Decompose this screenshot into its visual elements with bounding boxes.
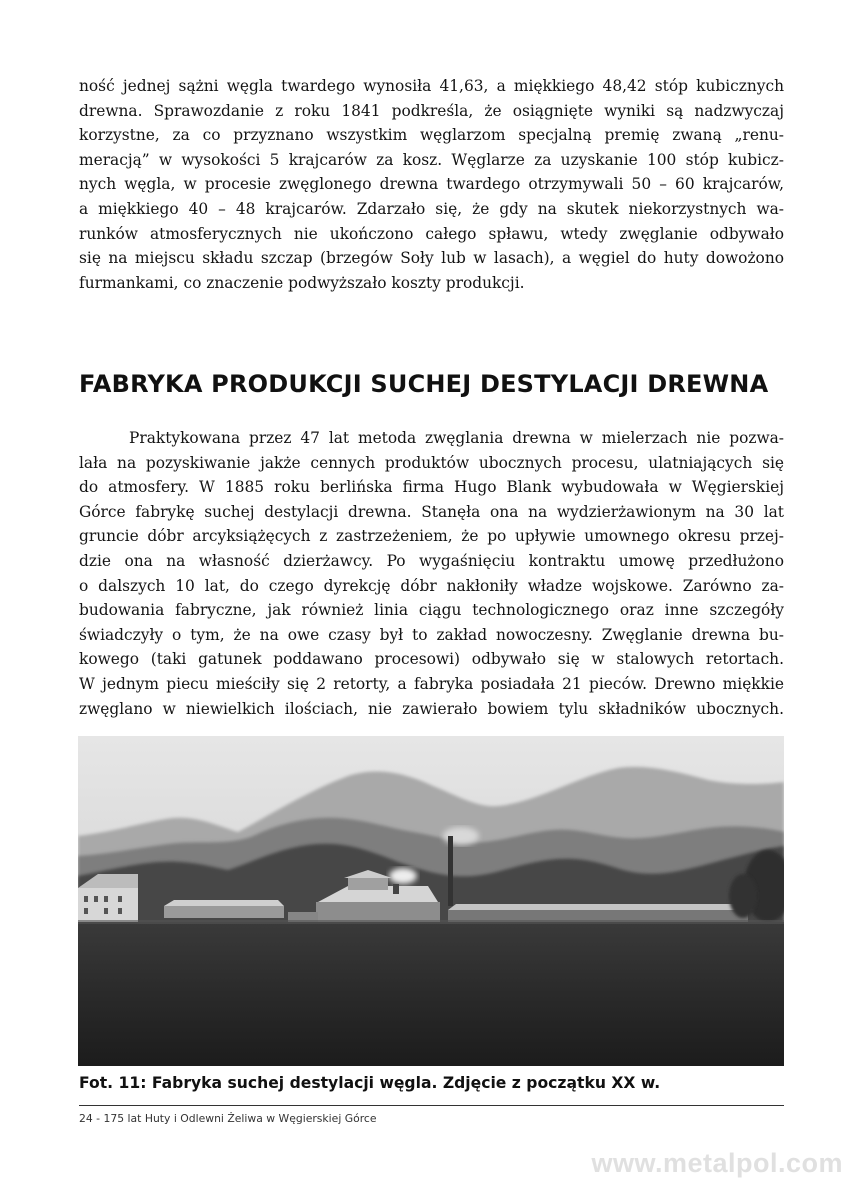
page-footer: 24 - 175 lat Huty i Odlewni Żeliwa w Węgierskiej Górce xyxy=(79,1112,377,1125)
text-line: dzie ona na własność dzierżawcy. Po wygaśnięciu kontraktu umowę przedłużono xyxy=(79,551,784,570)
photo-caption: Fot. 11: Fabryka suchej destylacji węgla. Zdjęcie z początku XX w. xyxy=(79,1074,661,1092)
text-line: lała na pozyskiwanie jakże cennych produktów ubocznych procesu, ulatniających się xyxy=(79,453,784,472)
text-line: drewna. Sprawozdanie z roku 1841 podkreśla, że osiągnięte wyniki są nadzwyczaj xyxy=(79,101,784,120)
text-line: ność jednej sążni węgla twardego wynosiła 41,63, a miękkiego 48,42 stóp kubicznych xyxy=(79,77,784,95)
text-line-indented: Praktykowana przez 47 lat metoda zwęglania drewna w mielerzach nie pozwa- xyxy=(129,429,784,447)
text-line: do atmosfery. W 1885 roku berlińska firma Hugo Blank wybudowała w Węgierskiej xyxy=(79,478,784,497)
text-line: świadczyły o tym, że na owe czasy był to zakład nowoczesny. Zwęglanie drewna bu- xyxy=(79,625,784,644)
smoke-plume xyxy=(389,868,417,884)
text-line: runków atmosferycznych nie ukończono całego spławu, wtedy zwęglanie odbywało xyxy=(79,224,784,243)
factory-photo xyxy=(78,736,784,1066)
sheds-left xyxy=(164,900,284,918)
body-paragraph-2 xyxy=(79,426,784,721)
text-line: Górce fabrykę suchej destylacji drewna. Stanęła ona na wydzierżawionym na 30 lat xyxy=(79,502,784,521)
text-line: gruncie dóbr arcyksiążęcych z zastrzeżeniem, że po upływie umownego okresu przej- xyxy=(79,527,784,546)
watermark: www.metalpol.com xyxy=(591,1148,843,1178)
tree-cluster xyxy=(729,874,757,918)
text-line: budowania fabryczne, jak również linia ciągu technologicznego oraz inne szczegóły xyxy=(79,601,784,620)
text-line: kowego (taki gatunek poddawano procesowi) odbywało się w stalowych retortach. xyxy=(79,650,784,669)
text-line: korzystne, za co przyznano wszystkim węglarzom specjalną premię zwaną „renu- xyxy=(79,126,784,145)
text-line: się na miejscu składu szczap (brzegów Soły lub w lasach), a węgiel do huty dowożono xyxy=(79,249,784,268)
body-paragraph-1 xyxy=(79,74,784,295)
footer-divider xyxy=(79,1105,784,1106)
text-line: furmankami, co znaczenie podwyższało koszty produkcji. xyxy=(79,273,525,292)
text-line: meracją” w wysokości 5 krajcarów za kosz. Węglarze za uzyskanie 100 stóp kubicz- xyxy=(79,150,784,169)
text-line: W jednym piecu mieściły się 2 retorty, a fabryka posiadała 21 pieców. Drewno miękkie xyxy=(79,674,784,693)
field-horizon xyxy=(78,920,784,924)
text-line: nych węgla, w procesie zwęglonego drewna twardego otrzymywali 50 – 60 krajcarów, xyxy=(79,175,784,194)
text-line: zwęglano w niewielkich ilościach, nie zawierało bowiem tylu składników ubocznych. xyxy=(79,699,784,718)
text-line: a miękkiego 40 – 48 krajcarów. Zdarzało się, że gdy na skutek niekorzystnych wa- xyxy=(79,199,784,218)
field xyxy=(78,922,784,1066)
text-line: o dalszych 10 lat, do czego dyrekcję dóbr nakłoniły władze wojskowe. Zarówno za- xyxy=(79,576,784,595)
section-heading: FABRYKA PRODUKCJI SUCHEJ DESTYLACJI DREWNA xyxy=(79,370,769,398)
